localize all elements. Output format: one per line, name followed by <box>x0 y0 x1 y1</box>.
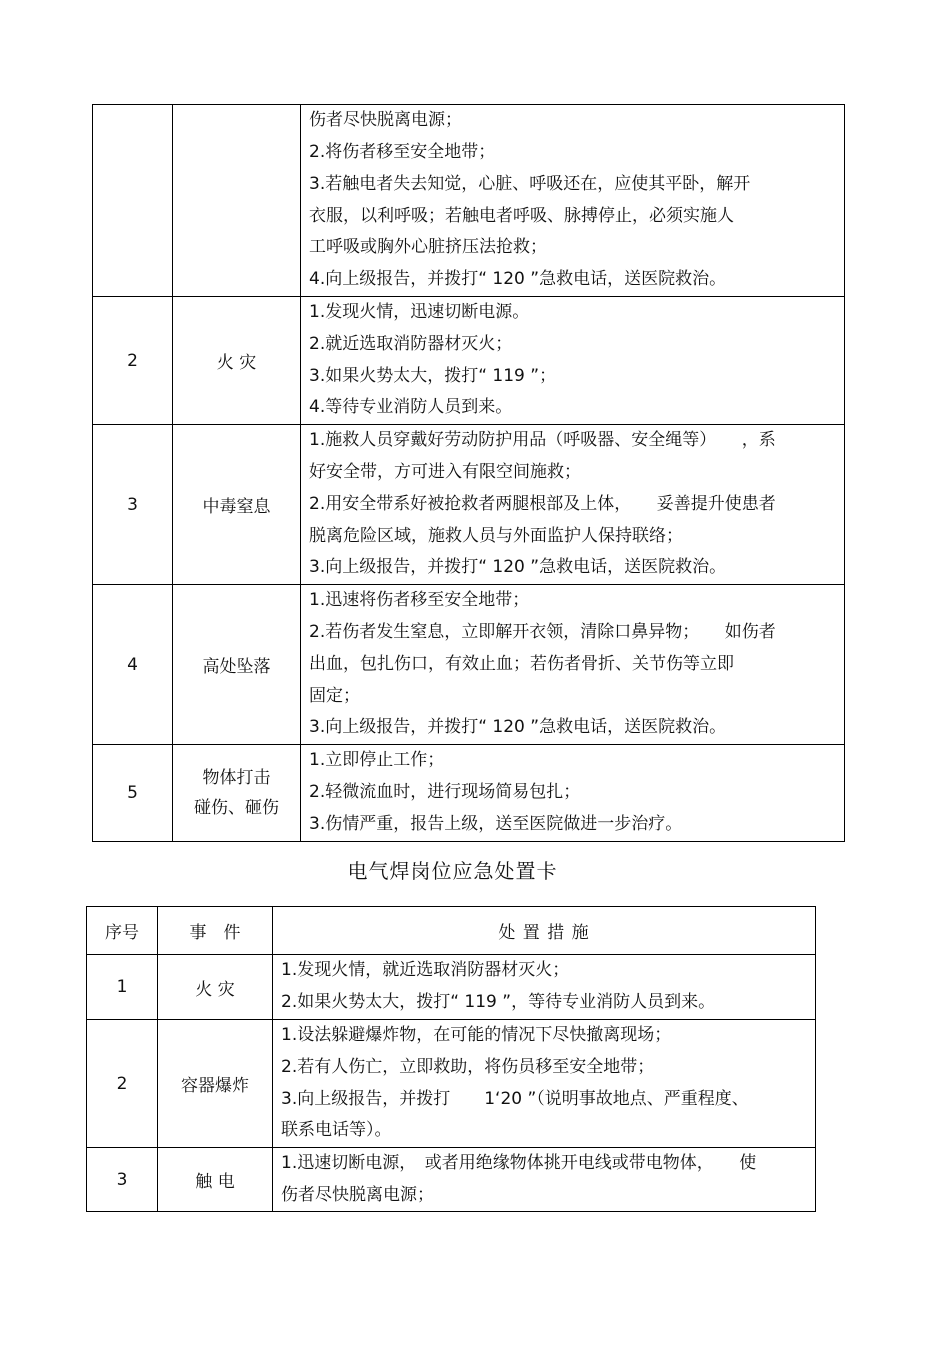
measure-line: 衣服，以利呼吸；若触电者呼吸、脉搏停止，必须实施人 <box>309 205 734 226</box>
event-name <box>173 745 301 841</box>
row-number: 3 <box>93 425 173 585</box>
event-name: 中毒窒息 <box>173 425 301 585</box>
measures-cell <box>301 297 845 425</box>
measure-line: 3.如果火势太大，拨打“ 119 ”； <box>309 365 557 386</box>
event-name: 触 电 <box>158 1148 273 1212</box>
row-number: 5 <box>93 745 173 841</box>
welding-emergency-table <box>86 906 816 1212</box>
measures-cell <box>273 1148 816 1212</box>
table-row <box>87 955 816 1020</box>
emergency-table-continued <box>92 104 845 842</box>
event-name-line: 碰伤、砸伤 <box>194 797 279 818</box>
measure-line: 3.向上级报告，并拨打 1‘20 ”（说明事故地点、严重程度、 <box>281 1088 749 1109</box>
measures-cell <box>301 745 845 841</box>
measure-line: 3.伤情严重，报告上级，送至医院做进一步治疗。 <box>309 813 683 834</box>
measure-line: 1.设法躲避爆炸物，在可能的情况下尽快撤离现场； <box>281 1025 672 1046</box>
table-row <box>87 1148 816 1212</box>
measure-line: 1.迅速切断电源， 或者用绝缘物体挑开电线或带电物体， 使 <box>281 1153 757 1173</box>
card-title: 电气焊岗位应急处置卡 <box>347 859 558 883</box>
table-row <box>87 1020 816 1148</box>
table-header <box>87 907 816 955</box>
row-number: 2 <box>87 1020 158 1148</box>
table-row <box>93 745 845 841</box>
row-number: 2 <box>93 297 173 425</box>
measure-line: 伤者尽快脱离电源； <box>309 110 462 131</box>
measure-line: 出血，包扎伤口，有效止血；若伤者骨折、关节伤等立即 <box>309 653 734 674</box>
header-measures: 处 置 措 施 <box>273 907 816 955</box>
event-name-line: 物体打击 <box>202 767 271 788</box>
measures-cell <box>301 585 845 745</box>
measure-line: 2.如果火势太大，拨打“ 119 ”，等待专业消防人员到来。 <box>281 992 716 1012</box>
header-number: 序号 <box>87 907 158 955</box>
event-name <box>173 105 301 297</box>
measures-cell <box>301 105 845 297</box>
event-name: 高处坠落 <box>173 585 301 745</box>
table-row <box>93 105 845 297</box>
measure-line: 4.向上级报告，并拨打“ 120 ”急救电话，送医院救治。 <box>309 269 727 290</box>
measure-line: 2.若伤者发生窒息，立即解开衣领，清除口鼻异物； 如伤者 <box>309 621 776 642</box>
event-name: 火 灾 <box>158 955 273 1020</box>
row-number <box>93 105 173 297</box>
measures-cell <box>273 955 816 1020</box>
measure-line: 4.等待专业消防人员到来。 <box>309 397 513 418</box>
measure-line: 伤者尽快脱离电源； <box>281 1184 434 1205</box>
row-number: 4 <box>93 585 173 745</box>
measure-line: 3.若触电者失去知觉，心脏、呼吸还在，应使其平卧，解开 <box>309 173 751 194</box>
event-name: 容器爆炸 <box>158 1020 273 1148</box>
measure-line: 1.迅速将伤者移至安全地带； <box>309 590 530 611</box>
measure-line: 1.发现火情，就近选取消防器材灭火； <box>281 960 570 981</box>
table-row <box>93 297 845 425</box>
event-name: 火 灾 <box>173 297 301 425</box>
measure-line: 3.向上级报告，并拨打“ 120 ”急救电话，送医院救治。 <box>309 557 727 578</box>
measure-line: 1.发现火情，迅速切断电源。 <box>309 302 530 322</box>
row-number: 1 <box>87 955 158 1020</box>
measure-line: 联系电话等）。 <box>281 1120 392 1141</box>
row-number: 3 <box>87 1148 158 1212</box>
measure-line: 1.施救人员穿戴好劳动防护用品（呼吸器、安全绳等） ，系 <box>309 430 776 451</box>
measure-line: 固定； <box>309 685 360 706</box>
measures-cell <box>273 1020 816 1148</box>
measure-line: 2.将伤者移至安全地带； <box>309 141 496 162</box>
measure-line: 好安全带，方可进入有限空间施救； <box>309 461 581 482</box>
table-row <box>93 585 845 745</box>
measure-line: 2.用安全带系好被抢救者两腿根部及上体， 妥善提升使患者 <box>309 493 776 514</box>
table-row <box>93 425 845 585</box>
measure-line: 1.立即停止工作； <box>309 750 445 771</box>
measure-line: 2.若有人伤亡，立即救助，将伤员移至安全地带； <box>281 1056 655 1077</box>
measure-line: 2.轻微流血时，进行现场简易包扎； <box>309 781 581 802</box>
measure-line: 2.就近选取消防器材灭火； <box>309 333 513 354</box>
measure-line: 脱离危险区域，施救人员与外面监护人保持联络； <box>309 525 683 546</box>
header-event: 事 件 <box>158 907 273 955</box>
measures-cell <box>301 425 845 585</box>
measure-line: 工呼吸或胸外心脏挤压法抢救； <box>309 237 547 258</box>
measure-line: 3.向上级报告，并拨打“ 120 ”急救电话，送医院救治。 <box>309 717 727 738</box>
